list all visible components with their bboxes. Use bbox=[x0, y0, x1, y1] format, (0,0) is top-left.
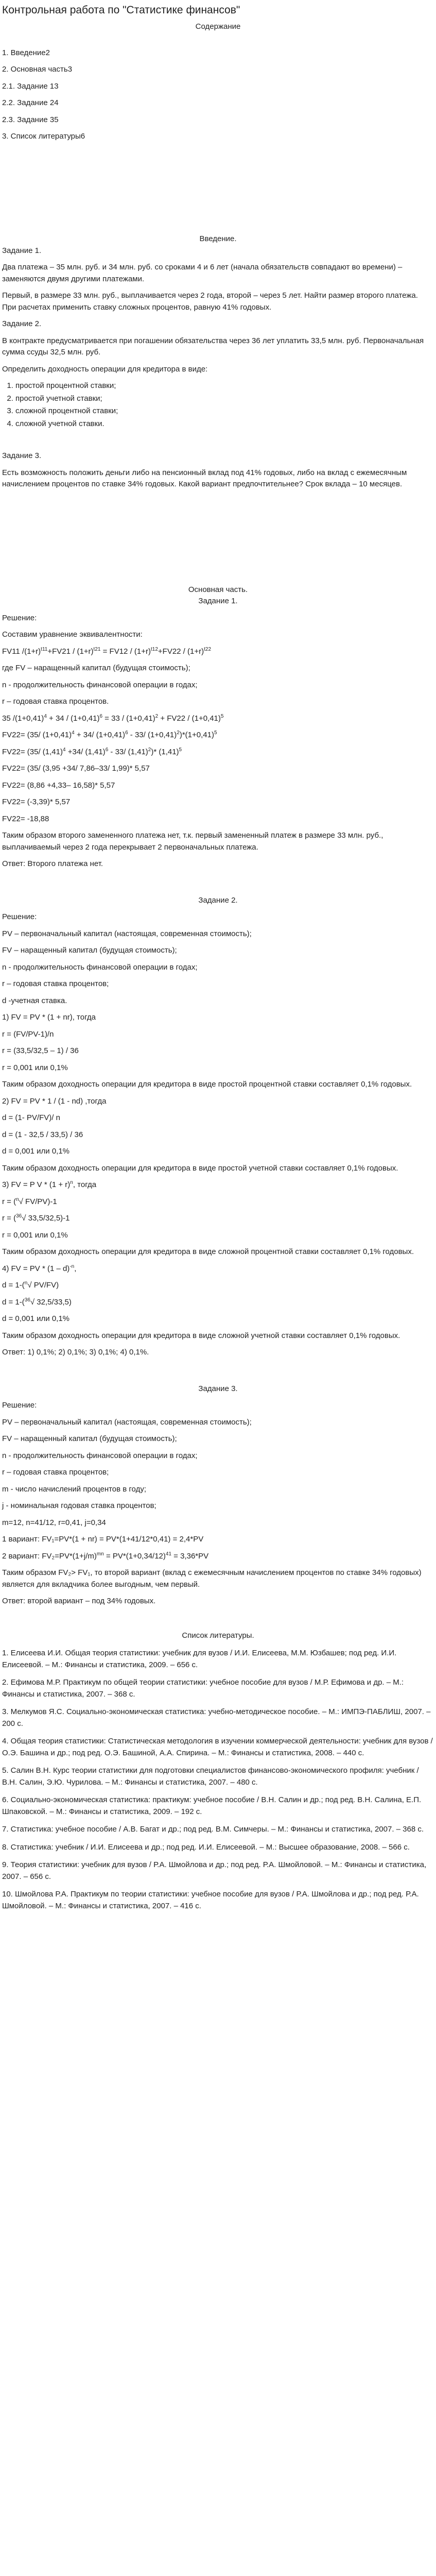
task1-calc-1: 35 $/(1+0,41)^4 + 34 / (1+0,41)^6 = 33 / (1+0,41)^2 + FV22 / (1+0,41)^5$ bbox=[2, 713, 224, 723]
task1-equation: FV11 $/(1+r)^{t11}+FV21 / (1+r)^{t21} = FV12 / (1+r)^{t12}+FV22 / (1+r)^{t22}$ bbox=[2, 646, 212, 656]
list-item: 3. сложной процентной ставки; bbox=[15, 405, 434, 417]
intro-heading: Введение. bbox=[199, 234, 237, 244]
task1-calc-2: FV22= (35/ $(1+0,41)^4 + 34/$ $(1+0,41)^6 - 33/$ $(1+0,41)^2)*(1+0,41)^5$ bbox=[2, 730, 217, 740]
task3-answer: Ответ: второй вариант – под 34% годовых. bbox=[2, 1597, 156, 1606]
task1-calc-3: FV22= (35/ $(1,41)^4 +34/$ $(1,41)^6 - 33/$ $(1,41)^2)*$ $(1,41)^5$ bbox=[2, 747, 182, 756]
task2-step: r = ($^{36}$√ 33,5/32,5)-1 bbox=[2, 1213, 70, 1223]
reference-item: 10. Шмойлова Р.А. Практикум по теории статистики: учебное пособие для вузов / Р.А. Шмойлова и др.; под ред. Р.А. Шмойловой. – М.: Финансы и статистика, 2007. – 416 с. bbox=[2, 1890, 419, 1910]
task3-variant-1: 1 вариант: FV₁=PV*(1 + nr) = PV*(1+41/12*0,41) = 2,4*PV bbox=[2, 1535, 204, 1544]
toc-item bbox=[2, 81, 434, 93]
task1-line: n - продолжительность финансовой операции в годах; bbox=[2, 680, 198, 689]
toc-item-label: 1. Введение bbox=[2, 48, 46, 57]
toc-item-label: 2.1. Задание 1 bbox=[2, 81, 55, 91]
task3-def: FV – наращенный капитал (будущая стоимость); bbox=[2, 1434, 177, 1444]
toc-item-page: 3 bbox=[67, 65, 73, 74]
task3-def: m=12, n=41/12, r=0,41, j=0,34 bbox=[2, 1518, 106, 1527]
toc-item bbox=[2, 114, 434, 126]
task2-def: PV – первоначальный капитал (настоящая, современная стоимость); bbox=[2, 929, 252, 938]
toc-item-page: 3 bbox=[54, 81, 59, 91]
reference-item: 9. Теория статистики: учебник для вузов / Р.А. Шмойлова и др.; под ред. Р.А. Шмойловой. – М.: Финансы и статистика, 2007. – 656 с. bbox=[2, 1860, 427, 1881]
task3-def: n - продолжительность финансовой операции в годах; bbox=[2, 1451, 198, 1460]
task3-conclusion: Таким образом FV₂> FV₁, то второй вариант (вклад с ежемесячным начислением процентов по ставке 34% годовых) является для вкладчика более выгодным, чем первый. bbox=[2, 1568, 422, 1589]
toc-item bbox=[2, 131, 434, 143]
task2-def: d -учетная ставка. bbox=[2, 996, 67, 1005]
toc-item-label: 2.2. Задание 2 bbox=[2, 98, 55, 108]
task2-step: d = 1-($^{36}$√ 32,5/33,5) bbox=[2, 1297, 72, 1307]
task1-line: где FV – наращенный капитал (будущая стоимость); bbox=[2, 664, 190, 673]
task2-answer: Ответ: 1) 0,1%; 2) 0,1%; 3) 0,1%; 4) 0,1%. bbox=[2, 1348, 149, 1357]
main-task1-solution: Решение: bbox=[2, 613, 37, 622]
reference-item: 8. Статистика: учебник / И.И. Елисеева и др.; под ред. И.И. Елисеевой. – М.: Высшее образование, 2008. – 566 с. bbox=[2, 1842, 410, 1852]
task2-step: d = 0,001 или 0,1% bbox=[2, 1314, 70, 1324]
intro-section bbox=[2, 233, 434, 490]
task2-step: 1) FV = PV * (1 + nr), тогда bbox=[2, 1013, 96, 1022]
references-section bbox=[2, 1630, 434, 1912]
task1-calc-7: FV22= -18,88 bbox=[2, 814, 49, 823]
reference-item: 5. Салин В.Н. Курс теории статистики для подготовки специалистов финансово-экономического профиля: учебник / В.Н. Салин, Э.Ю. Чурилова. – М.: Финансы и статистика, 2007. – 480 с. bbox=[2, 1766, 419, 1787]
toc-item-label: 2.3. Задание 3 bbox=[2, 115, 55, 124]
task1-line: r – годовая ставка процентов. bbox=[2, 697, 109, 706]
task2-step: d = 0,001 или 0,1% bbox=[2, 1147, 70, 1156]
main-task2-solution: Решение: bbox=[2, 912, 37, 922]
task1-answer: Ответ: Второго платежа нет. bbox=[2, 859, 103, 869]
list-item: 4. сложной учетной ставки. bbox=[15, 418, 434, 430]
intro-task1-p1: Два платежа – 35 млн. руб. и 34 млн. руб. со сроками 4 и 6 лет (начала обязательств совпадают во времени) – заменяются двумя другими платежами. bbox=[2, 263, 403, 283]
references-heading: Список литературы. bbox=[182, 1631, 254, 1640]
task3-def: m - число начислений процентов в году; bbox=[2, 1484, 146, 1494]
toc-item bbox=[2, 47, 434, 59]
table-of-contents bbox=[2, 21, 434, 233]
main-heading: Основная часть. bbox=[188, 585, 248, 594]
intro-task2-p2: Определить доходность операции для кредитора в виде: bbox=[2, 364, 208, 374]
task2-step: 4) FV = PV * (1 – d)$^{-n}$, bbox=[2, 1263, 77, 1273]
toc-list bbox=[2, 47, 434, 143]
toc-item-page: 6 bbox=[80, 132, 85, 141]
toc-item-label: 2. Основная часть bbox=[2, 65, 68, 74]
toc-item-page: 4 bbox=[54, 98, 59, 108]
task2-def: r – годовая ставка процентов; bbox=[2, 979, 109, 989]
toc-item-page: 5 bbox=[54, 115, 59, 124]
toc-item-page: 2 bbox=[45, 48, 50, 57]
task2-def: n - продолжительность финансовой операции в годах; bbox=[2, 962, 198, 972]
toc-heading: Содержание bbox=[195, 22, 241, 31]
task2-step: Таким образом доходность операции для кредитора в виде сложной учетной ставки составляет 0,1% годовых. bbox=[2, 1331, 400, 1340]
main-task3-solution: Решение: bbox=[2, 1401, 37, 1410]
list-item: 1. простой процентной ставки; bbox=[15, 380, 434, 392]
document-title: Контрольная работа по "Статистике финансов" bbox=[2, 4, 240, 16]
reference-item: 1. Елисеева И.И. Общая теория статистики: учебник для вузов / И.И. Елисеева, М.М. Юзбашев; под ред. И.И. Елисеевой. – М.: Финансы и статистика, 2009. – 656 с. bbox=[2, 1649, 397, 1669]
task2-step: 3) FV = P $V * (1 + r)^n$, тогда bbox=[2, 1180, 97, 1190]
task3-def: PV – первоначальный капитал (настоящая, современная стоимость); bbox=[2, 1417, 252, 1427]
main-task2-title: Задание 2. bbox=[198, 895, 238, 905]
task3-def: j - номинальная годовая ставка процентов; bbox=[2, 1501, 156, 1511]
task2-step: Таким образом доходность операции для кредитора в виде простой процентной ставки составляет 0,1% годовых. bbox=[2, 1080, 412, 1089]
task1-calc-6: FV22= (-3,39)* 5,57 bbox=[2, 798, 71, 807]
task1-calc-5: FV22= (8,86 +4,33– 16,58)* 5,57 bbox=[2, 781, 115, 790]
task3-def: r – годовая ставка процентов; bbox=[2, 1468, 109, 1477]
task2-step: r = (FV/PV-1)/n bbox=[2, 1029, 54, 1039]
reference-item: 4. Общая теория статистики: Статистическая методология в изучении коммерческой деятельности: учебник для вузов / О.Э. Башина и др.; под ред. О.Э. Башиной, А.А. Спирина. – М.: Финансы и статистика, 2008. – 440 с. bbox=[2, 1737, 433, 1757]
intro-task2-list bbox=[2, 380, 434, 430]
task2-step: d = 1-($^n$√ PV/FV) bbox=[2, 1280, 59, 1290]
list-item: 2. простой учетной ставки; bbox=[15, 393, 434, 405]
reference-item: 2. Ефимова М.Р. Практикум по общей теории статистики: учебное пособие для вузов / М.Р. Ефимова и др. – М.: Финансы и статистика, 2007. – 368 с. bbox=[2, 1678, 404, 1699]
intro-task2-p1: В контракте предусматривается при погашении обязательства через 36 лет уплатить 33,5 млн. руб. Первоначальная сумма ссуды 32,5 млн. руб. bbox=[2, 336, 424, 357]
task2-step: Таким образом доходность операции для кредитора в виде сложной процентной ставки составляет 0,1% годовых. bbox=[2, 1247, 414, 1257]
main-section bbox=[2, 584, 434, 1607]
main-task1-title: Задание 1. bbox=[198, 597, 238, 606]
task2-step: d = (1 - 32,5 / 33,5) / 36 bbox=[2, 1130, 83, 1139]
intro-task3-p1: Есть возможность положить деньги либо на пенсионный вклад под 41% годовых, либо на вклад с ежемесячным начислением процентов по ставке 34% годовых. Какой вариант предпочтительнее? Срок вклада – 10 месяцев. bbox=[2, 468, 407, 489]
intro-task1-title: Задание 1. bbox=[2, 246, 42, 255]
task1-conclusion: Таким образом второго замененного платежа нет, т.к. первый замененный платеж в размере 33 млн. руб., выплачиваемый через 2 года перекрывает 2 первоначальных платежа. bbox=[2, 831, 383, 852]
references-list bbox=[2, 1648, 434, 1912]
toc-item bbox=[2, 97, 434, 109]
reference-item: 6. Социально-экономическая статистика: практикум: учебное пособие / В.Н. Салин и др.; под ред. В.Н. Салина, Е.П. Шпаковской. – М.: Финансы и статистика, 2009. – 192 с. bbox=[2, 1795, 422, 1816]
task2-step: r = ($^n$√ FV/PV)-1 bbox=[2, 1196, 57, 1206]
toc-item-label: 3. Список литературы bbox=[2, 132, 81, 141]
reference-item: 7. Статистика: учебное пособие / А.В. Багат и др.; под ред. В.М. Симчеры. – М.: Финансы и статистика, 2007. – 368 с. bbox=[2, 1825, 424, 1834]
toc-item bbox=[2, 64, 434, 76]
task3-variant-2: 2 вариант: $FV_2=PV*(1+j/m)^{mn} = PV*(1+0,34/12)^{41} = 3,36*PV$ bbox=[2, 1551, 209, 1561]
task2-def: FV – наращенный капитал (будущая стоимость); bbox=[2, 946, 177, 955]
task2-step: Таким образом доходность операции для кредитора в виде простой учетной ставки составляет 0,1% годовых. bbox=[2, 1163, 398, 1173]
task2-step: r = 0,001 или 0,1% bbox=[2, 1063, 68, 1072]
task1-line: Составим уравнение эквивалентности: bbox=[2, 630, 143, 639]
task2-step: 2) FV = PV * 1 / (1 - nd) ,тогда bbox=[2, 1096, 107, 1106]
task2-step: d = (1- PV/FV)/ n bbox=[2, 1113, 60, 1123]
intro-task2-title: Задание 2. bbox=[2, 319, 42, 329]
intro-task3-title: Задание 3. bbox=[2, 451, 42, 461]
reference-item: 3. Мелкумов Я.С. Социально-экономическая статистика: учебно-методическое пособие. – М.: ИМПЭ-ПАБЛИШ, 2007. – 200 с. bbox=[2, 1707, 431, 1728]
task2-step: r = 0,001 или 0,1% bbox=[2, 1230, 68, 1240]
task1-calc-4: FV22= (35/ (3,95 +34/ 7,86–33/ 1,99)* 5,57 bbox=[2, 764, 150, 773]
task2-step: r = (33,5/32,5 – 1) / 36 bbox=[2, 1046, 79, 1056]
intro-task1-p2: Первый, в размере 33 млн. руб., выплачивается через 2 года, второй – через 5 лет. Найти размер второго платежа. При расчетах применить ставку сложных процентов, равную 41% годовых. bbox=[2, 291, 418, 312]
main-task3-title: Задание 3. bbox=[198, 1384, 238, 1393]
